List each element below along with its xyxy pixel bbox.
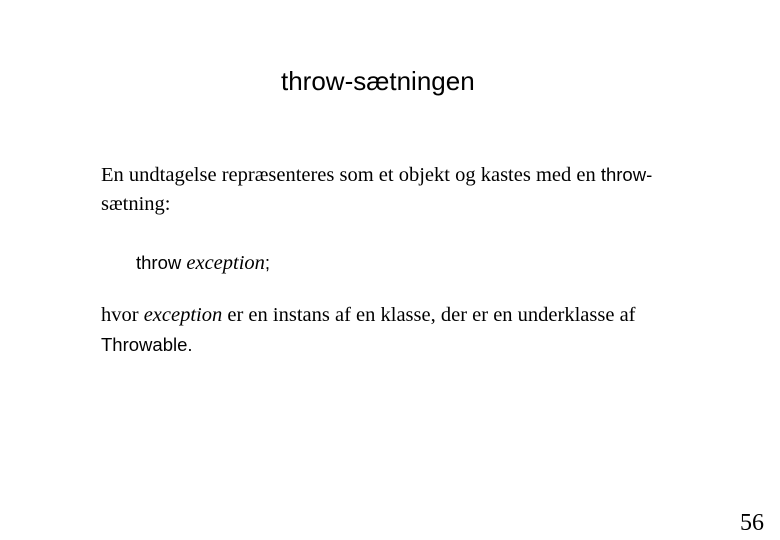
explanation-prefix: hvor — [101, 304, 144, 326]
code-keyword: throw — [136, 252, 182, 273]
explanation-period: . — [187, 334, 193, 355]
intro-line-2: sætning: — [101, 193, 171, 215]
explanation-suffix: er en instans af en klasse, der er en underklasse af — [222, 304, 636, 326]
slide-title: throw-sætningen — [281, 66, 475, 96]
page-number: 56 — [740, 510, 764, 536]
throw-keyword: throw- — [600, 164, 653, 185]
code-terminator: ; — [264, 252, 271, 273]
intro-paragraph — [101, 160, 741, 219]
code-example — [136, 248, 270, 278]
explanation-term: exception — [143, 304, 223, 326]
code-argument: exception — [186, 252, 265, 274]
explanation-line-2 — [101, 330, 761, 360]
throwable-class-name: Throwable — [101, 334, 188, 355]
intro-text: En undtagelse repræsenteres som et objekt og kastes med en — [101, 164, 601, 186]
explanation-line-1 — [101, 301, 761, 330]
explanation-paragraph — [101, 301, 761, 360]
intro-line-1 — [101, 160, 741, 190]
